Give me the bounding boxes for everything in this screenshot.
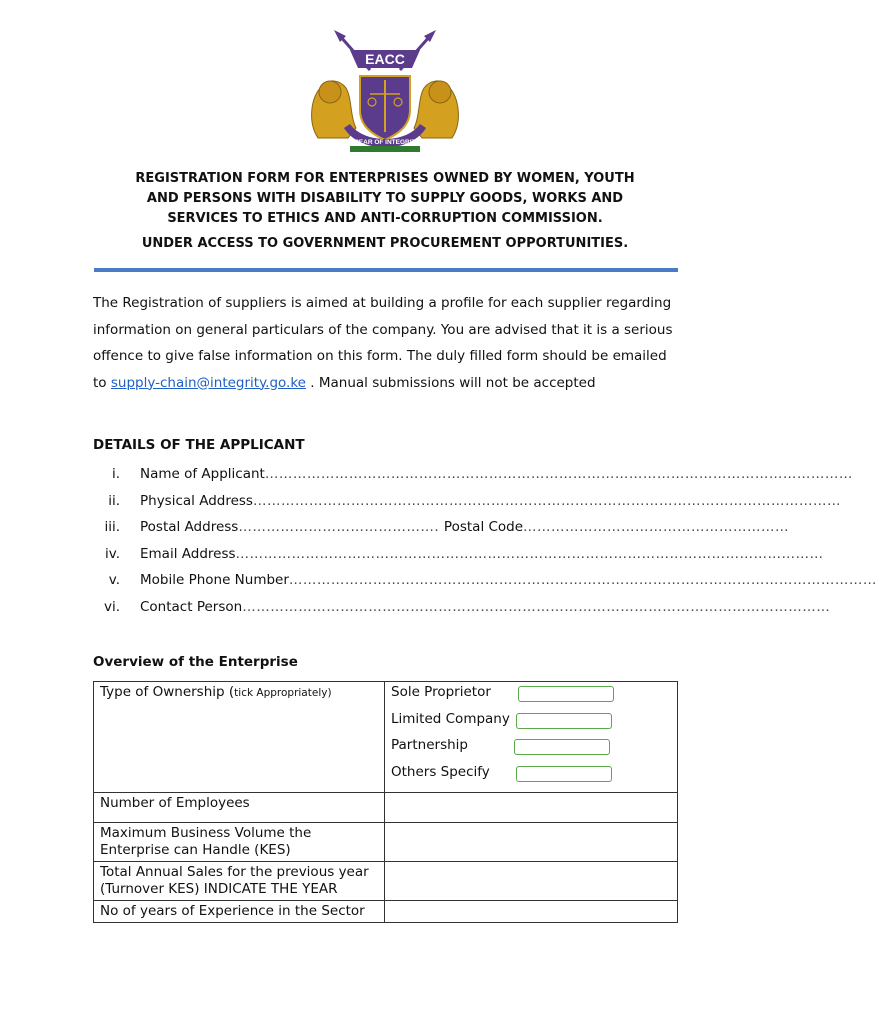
option-sole-proprietor xyxy=(391,684,671,711)
experience-input-cell[interactable] xyxy=(385,901,678,923)
eacc-logo xyxy=(300,28,470,160)
contact-person-field[interactable]: vi. Contact Person……………………………………………………………………………………………………………… xyxy=(94,599,680,619)
business-volume-input-cell[interactable] xyxy=(385,823,678,862)
overview-table xyxy=(93,681,678,923)
field-number: i. xyxy=(111,466,120,482)
field-label: Name of Applicant xyxy=(140,466,265,482)
email-address-field[interactable]: iv. Email Address……………………………………………………………………………………………………………… xyxy=(94,546,680,566)
physical-address-field[interactable]: ii. Physical Address……………………………………………………………………………………………………………… xyxy=(94,493,680,513)
field-label: Contact Person xyxy=(140,599,243,615)
partnership-checkbox[interactable] xyxy=(514,739,610,755)
form-title-line-1: REGISTRATION FORM FOR ENTERPRISES OWNED BY WOMEN, YOUTH xyxy=(135,171,635,186)
table-row xyxy=(94,862,678,901)
experience-label-cell: No of years of Experience in the Sector xyxy=(94,901,385,923)
ownership-label-cell xyxy=(94,682,385,793)
table-row xyxy=(94,901,678,923)
header-divider xyxy=(94,268,678,272)
field-number: ii. xyxy=(108,493,120,509)
option-label: Limited Company xyxy=(391,710,510,727)
name-of-applicant-field[interactable]: i. Name of Applicant……………………………………………………………………………………………………………… xyxy=(94,466,680,486)
field-label: Postal Address xyxy=(140,519,239,535)
option-others-specify xyxy=(391,764,671,791)
employees-input-cell[interactable] xyxy=(385,793,678,823)
intro-text-end: . Manual submissions will not be accepted xyxy=(305,374,596,391)
table-row xyxy=(94,682,678,793)
option-label: Sole Proprietor xyxy=(391,684,491,700)
overview-section-title: Overview of the Enterprise xyxy=(93,654,298,670)
form-title xyxy=(92,169,678,229)
option-label: Partnership xyxy=(391,737,468,753)
ownership-note: tick Appropriately) xyxy=(234,687,332,699)
table-row xyxy=(94,823,678,862)
option-partnership xyxy=(391,737,671,764)
postal-code-label: Postal Code xyxy=(443,519,524,535)
employees-label-cell: Number of Employees xyxy=(94,793,385,823)
field-number: vi. xyxy=(103,599,120,615)
form-title-line-3: SERVICES TO ETHICS AND ANTI-CORRUPTION COMMISSION. xyxy=(167,211,603,226)
postal-address-field[interactable]: iii. Postal Address……………………………………. Postal Code………………………………………………… xyxy=(94,519,680,539)
logo-text: EACC xyxy=(365,51,405,67)
field-label: Physical Address xyxy=(140,493,253,509)
intro-text: The Registration of suppliers is aimed at building a profile for each supplier regarding information on general particulars of the company. You are advised that it is a serious offence to give false information on this form. The duly filled form should be emailed to xyxy=(93,295,673,391)
option-label: Others Specify xyxy=(391,763,490,780)
others-specify-checkbox[interactable] xyxy=(516,766,612,782)
ownership-label: Type of Ownership ( xyxy=(100,684,235,700)
email-link[interactable]: supply-chain@integrity.go.ke xyxy=(110,374,306,391)
business-volume-label-cell: Maximum Business Volume the Enterprise can Handle (KES) xyxy=(94,823,385,862)
field-label: Email Address xyxy=(140,546,236,562)
field-number: v. xyxy=(108,572,120,588)
field-label: Mobile Phone Number xyxy=(140,572,289,588)
mobile-phone-field[interactable]: v. Mobile Phone Number……………………………………………………………………………………………………………… xyxy=(94,572,680,592)
field-number: iv. xyxy=(105,546,120,562)
field-number: iii. xyxy=(104,519,120,535)
logo-motto: SPEAR OF INTEGRITY xyxy=(350,139,420,146)
annual-sales-label-cell: Total Annual Sales for the previous year (Turnover KES) INDICATE THE YEAR xyxy=(94,862,385,901)
ownership-options-cell xyxy=(385,682,678,793)
table-row xyxy=(94,793,678,823)
intro-paragraph xyxy=(93,290,683,396)
form-title-line-2: AND PERSONS WITH DISABILITY TO SUPPLY GOODS, WORKS AND xyxy=(146,191,624,206)
annual-sales-input-cell[interactable] xyxy=(385,862,678,901)
sole-proprietor-checkbox[interactable] xyxy=(518,686,614,702)
option-limited-company xyxy=(391,711,671,738)
applicant-section-title: DETAILS OF THE APPLICANT xyxy=(93,437,305,453)
form-subtitle: UNDER ACCESS TO GOVERNMENT PROCUREMENT OPPORTUNITIES. xyxy=(141,236,629,251)
limited-company-checkbox[interactable] xyxy=(516,713,612,729)
